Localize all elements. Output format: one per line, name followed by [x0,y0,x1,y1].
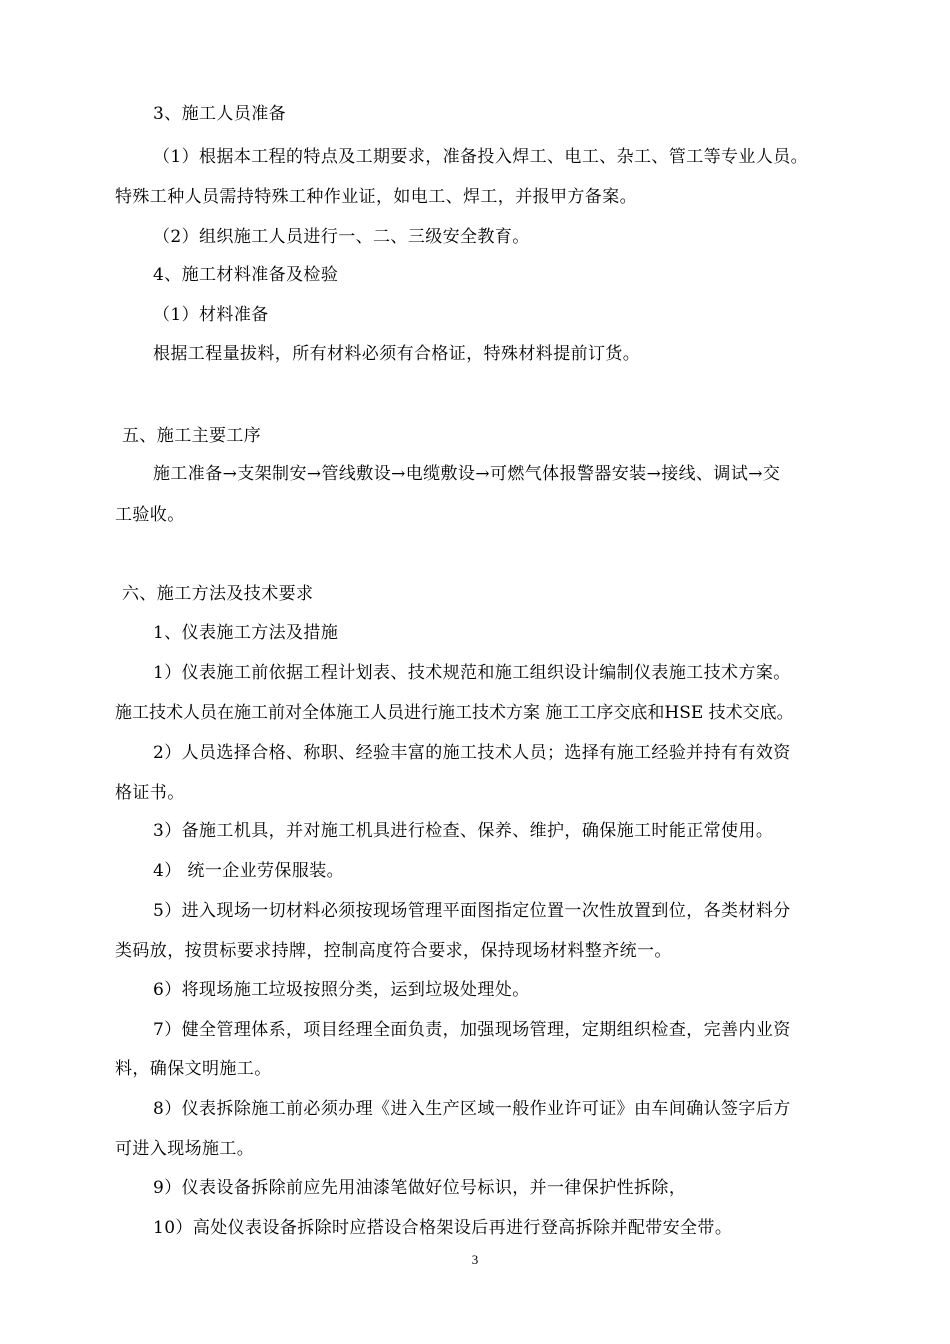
paragraph-line: 10）高处仪表设备拆除时应搭设合格架设后再进行登高拆除并配带安全带。 [153,1218,733,1238]
section-heading-main-process: 五、施工主要工序 [122,426,262,446]
paragraph-line: 6）将现场施工垃圾按照分类，运到垃圾处理处。 [153,980,530,1000]
paragraph-line: 根据工程量拔料，所有材料必须有合格证，特殊材料提前订货。 [153,344,641,364]
subheading-material: （1）材料准备 [153,305,269,325]
section-heading-methods: 六、施工方法及技术要求 [122,584,314,604]
paragraph-line: 5）进入现场一切材料必须按现场管理平面图指定位置一次性放置到位，各类材料分 [153,901,791,921]
paragraph-line: 格证书。 [115,783,185,803]
paragraph-line: 2）人员选择合格、称职、经验丰富的施工技术人员；选择有施工经验并持有有效资 [153,743,791,763]
paragraph-line: 4） 统一企业劳保服装。 [153,861,345,881]
heading-material-preparation: 4、施工材料准备及检验 [153,265,339,285]
paragraph-line: （1）根据本工程的特点及工期要求，准备投入焊工、电工、杂工、管工等专业人员。 [153,147,809,167]
page-number: 3 [471,1252,479,1267]
subheading-instrument-methods: 1、仪表施工方法及措施 [153,623,339,643]
paragraph-line: 1）仪表施工前依据工程计划表、技术规范和施工组织设计编制仪表施工技术方案。 [153,663,791,683]
paragraph-line: 类码放，按贯标要求持牌，控制高度符合要求，保持现场材料整齐统一。 [115,941,672,961]
process-flow-line: 施工准备→支架制安→管线敷设→电缆敷设→可燃气体报警器安装→接线、调试→交 [153,464,781,484]
paragraph-line: 8）仪表拆除施工前必须办理《进入生产区域一般作业许可证》由车间确认签字后方 [153,1099,791,1119]
paragraph-line: （2）组织施工人员进行一、二、三级安全教育。 [153,227,530,247]
process-flow-line: 工验收。 [115,505,185,525]
paragraph-line: 可进入现场施工。 [115,1139,255,1159]
heading-personnel-preparation: 3、施工人员准备 [153,104,287,124]
paragraph-line: 料，确保文明施工。 [115,1059,272,1079]
paragraph-line: 9）仪表设备拆除前应先用油漆笔做好位号标识，并一律保护性拆除， [153,1178,687,1198]
paragraph-line: 3）备施工机具，并对施工机具进行检查、保养、维护，确保施工时能正常使用。 [153,821,774,841]
paragraph-line: 7）健全管理体系，项目经理全面负责，加强现场管理，定期组织检查，完善内业资 [153,1020,791,1040]
paragraph-line: 施工技术人员在施工前对全体施工人员进行施工技术方案 施工工序交底和HSE 技术交底。 [115,703,794,723]
paragraph-line: 特殊工种人员需持特殊工种作业证，如电工、焊工，并报甲方备案。 [115,187,637,207]
